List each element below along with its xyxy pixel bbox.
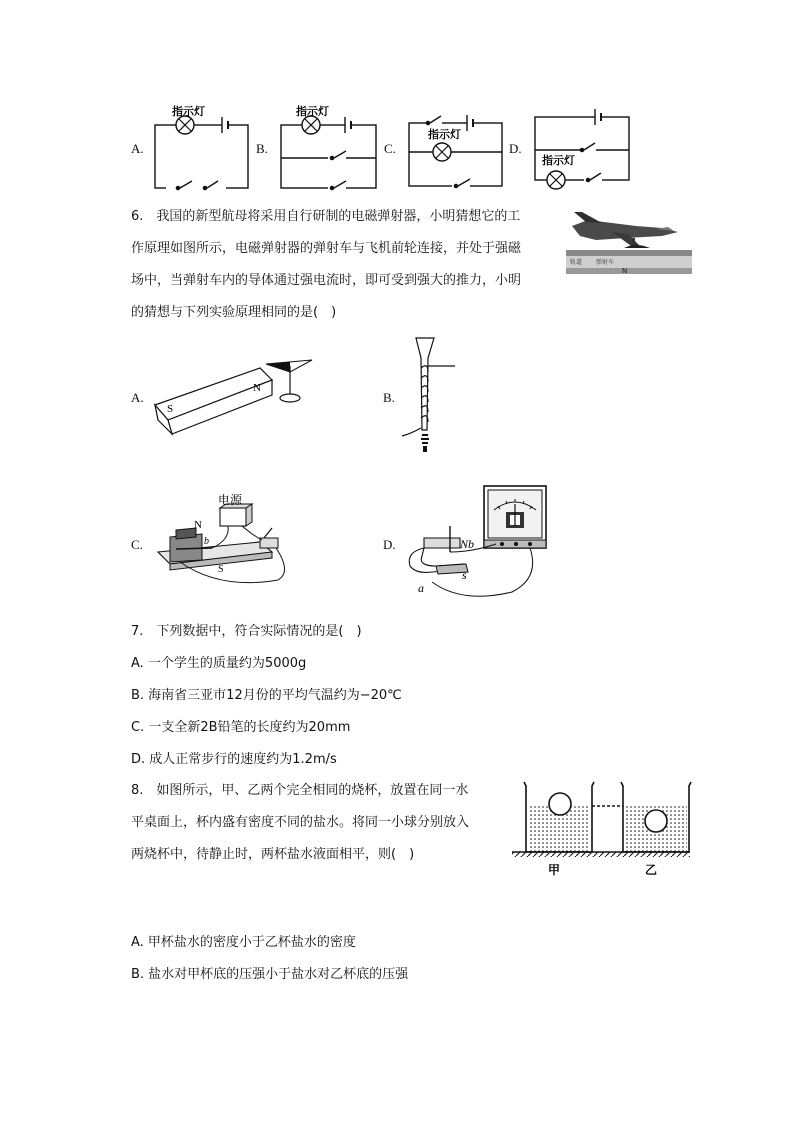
- q6-line: 作原理如图所示，电磁弹射器的弹射车与飞机前轮连接，并处于强磁: [131, 241, 522, 256]
- q8-beakers-figure: [510, 778, 694, 880]
- lamp-icon: [302, 116, 320, 134]
- lamp-icon: [176, 116, 194, 134]
- q6-line: 场中，当弹射车内的导体通过强电流时，即可受到强大的推力，小明: [131, 273, 522, 288]
- q5-c-lamp-label: 指示灯: [428, 128, 461, 141]
- q5-b-lamp-label: 指示灯: [296, 105, 329, 118]
- q8-option-b[interactable]: B. 盐水对甲杯底的压强小于盐水对乙杯底的压强: [131, 967, 409, 982]
- fig-d-nb-label: Nb: [460, 537, 475, 551]
- q7-option-b[interactable]: B. 海南省三亚市12月份的平均气温约为−20℃: [131, 688, 402, 703]
- q6-fig-b-coil: [400, 334, 470, 460]
- q8-line: 8. 如图所示，甲、乙两个完全相同的烧杯，放置在同一水: [131, 783, 469, 798]
- q5-d-lamp-label: 指示灯: [542, 154, 575, 167]
- conductor-rod: [176, 548, 212, 549]
- fig-c-power-label: 电源: [218, 493, 243, 507]
- q7-option-c[interactable]: C. 一支全新2B铅笔的长度约为20mm: [131, 720, 351, 735]
- q7-option-a[interactable]: A. 一个学生的质量约为5000g: [131, 656, 307, 671]
- q6-fig-a-bar-magnet: [150, 350, 320, 440]
- fig-c-b-label: b: [204, 536, 209, 547]
- q6-option-a-label: A.: [131, 390, 144, 405]
- q8-options: [131, 927, 408, 991]
- q6-option-b-label: B.: [383, 390, 395, 405]
- power-source-box: [220, 508, 246, 526]
- photo-label-n: N: [622, 267, 628, 275]
- q8-stem: [131, 775, 469, 871]
- ball-icon: [549, 793, 571, 815]
- q5-a-lamp-label: 指示灯: [172, 105, 205, 118]
- q8-line: 平桌面上，杯内盛有密度不同的盐水。将同一小球分别放入: [131, 815, 470, 830]
- q6-stem: [131, 201, 521, 329]
- q7-option-d[interactable]: D. 成人正常步行的速度约为1.2m/s: [131, 752, 337, 767]
- fig-c-n-pole: N: [194, 519, 202, 531]
- label-yi: 乙: [645, 863, 658, 877]
- switch-box: [260, 538, 278, 548]
- q6-option-d-label: D.: [383, 537, 396, 552]
- q6-launcher-photo: [566, 210, 692, 280]
- track-base: [566, 256, 692, 268]
- track-bottom: [566, 268, 692, 274]
- track-rail: [566, 250, 692, 256]
- q5-option-b-label: B.: [256, 141, 268, 156]
- q6-line: 的猜想与下列实验原理相同的是( ): [131, 305, 337, 320]
- fig-a-s-pole: S: [167, 403, 174, 415]
- q5-option-c-label: C.: [384, 141, 396, 156]
- q8-option-a[interactable]: A. 甲杯盐水的密度小于乙杯盐水的密度: [131, 935, 356, 950]
- q6-fig-d-galvanometer-setup: [402, 482, 552, 600]
- q6-option-c-label: C.: [131, 537, 143, 552]
- galvanometer-icon: [484, 486, 546, 548]
- q8-line: 两烧杯中，待静止时，两杯盐水液面相平，则( ): [131, 847, 415, 862]
- q7-block: [131, 616, 402, 776]
- photo-label-track: 轨道: [570, 259, 583, 266]
- lamp-icon: [433, 143, 451, 161]
- fig-d-a-label: a: [418, 581, 424, 595]
- iron-filings-icon: [421, 434, 429, 452]
- fig-c-s-pole: S: [218, 564, 224, 575]
- q5-option-a-label: A.: [131, 141, 144, 156]
- fig-d-s-label: s: [462, 568, 467, 582]
- q6-fig-c-motor-setup: [150, 492, 300, 592]
- compass-needle-icon: [266, 360, 312, 402]
- photo-label-car: 弹射车: [596, 259, 615, 266]
- q7-stem: 7. 下列数据中，符合实际情况的是( ): [131, 624, 362, 639]
- lamp-icon: [547, 171, 565, 189]
- fig-a-n-pole: N: [253, 382, 261, 394]
- q6-line: 6. 我国的新型航母将采用自行研制的电磁弹射器，小明猜想它的工: [131, 209, 521, 224]
- q5-option-d-label: D.: [509, 141, 522, 156]
- beaker-jia: [524, 782, 594, 852]
- q5-circuit-diagrams: [0, 95, 794, 200]
- ball-icon: [645, 810, 667, 832]
- label-jia: 甲: [548, 863, 561, 877]
- beaker-yi: [621, 782, 691, 852]
